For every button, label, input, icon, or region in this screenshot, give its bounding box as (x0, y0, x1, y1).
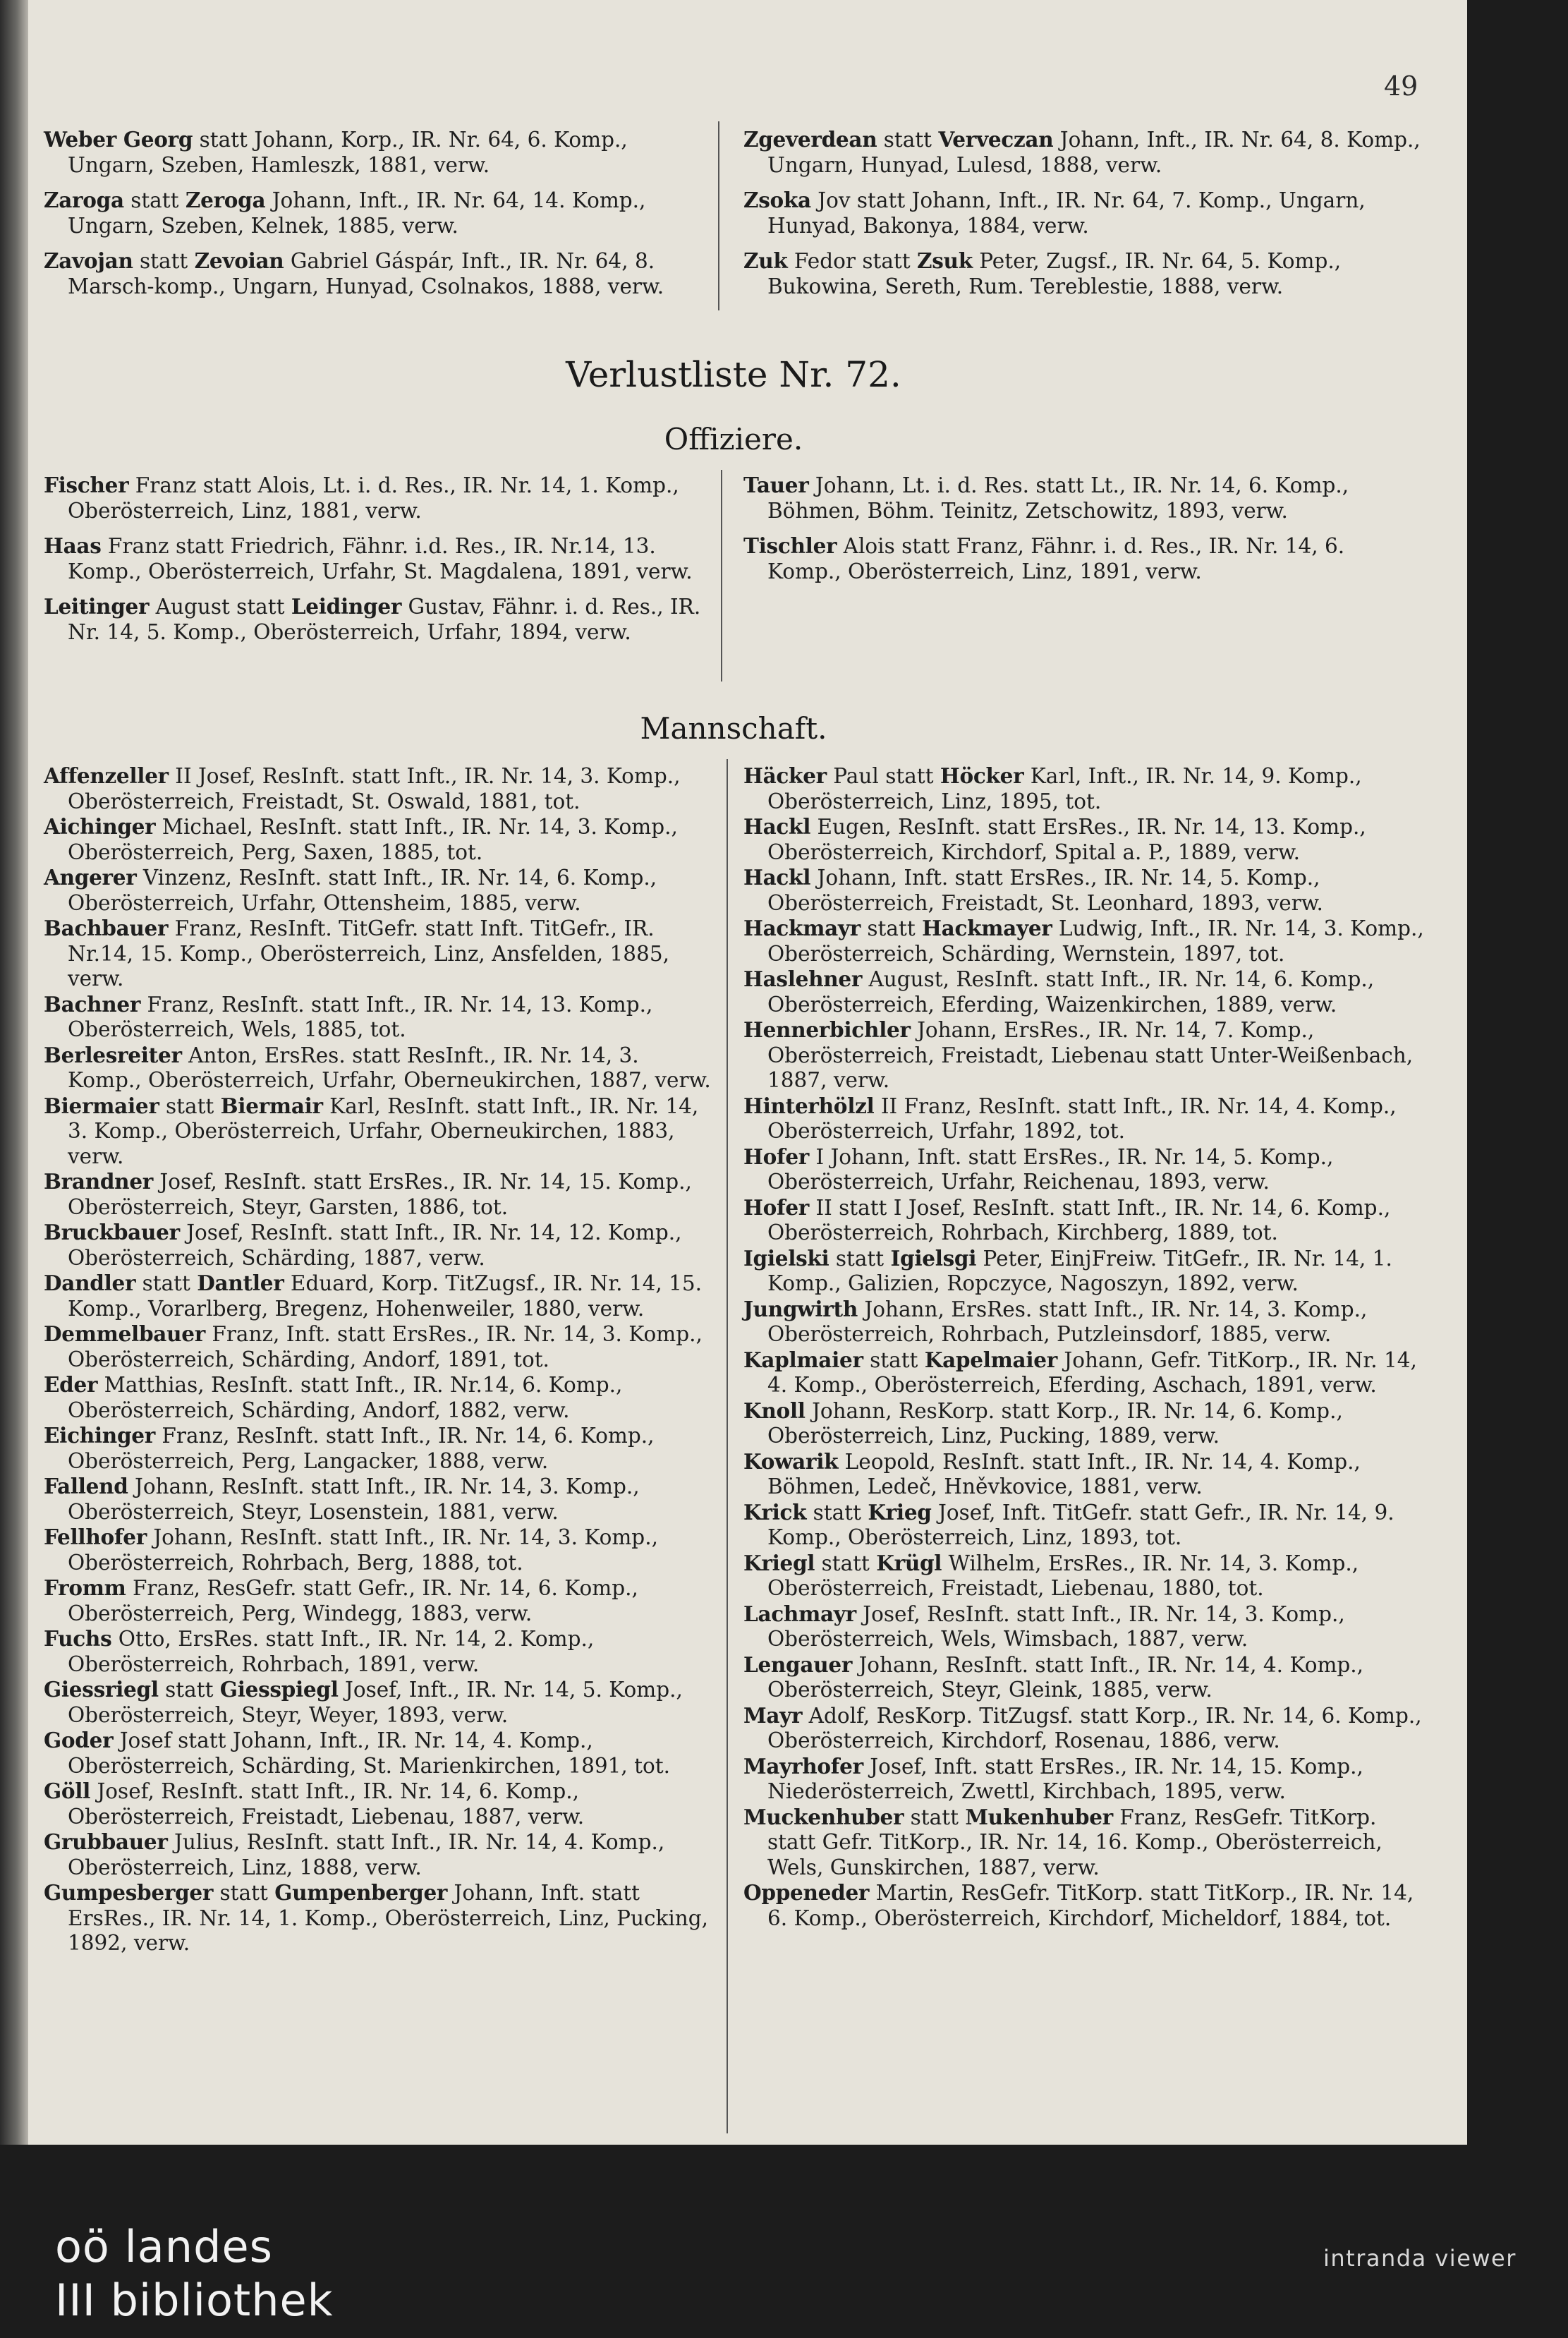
entry-text: Josef statt Johann, Inft., IR. Nr. 14, 4. Komp., Oberösterreich, Schärding, St. Marienkirchen, 1891, tot. (68, 1728, 671, 1778)
officers-right-column (743, 473, 1421, 584)
library-logo-line1: oö landes (55, 2221, 273, 2272)
entry-text: Wilhelm, ErsRes., IR. Nr. 14, 3. Komp., Oberösterreich, Freistadt, Liebenau, 1880, tot. (767, 1551, 1359, 1600)
entry-name: Knoll (743, 1398, 806, 1423)
entry-name: Hackl (743, 865, 811, 890)
entry-text: Franz, ResInft. statt Inft., IR. Nr. 14, 6. Komp., Oberösterreich, Perg, Langacker, 1888, verw. (68, 1424, 655, 1473)
list-entry (44, 1423, 714, 1474)
entry-name: Leidinger (291, 594, 402, 619)
entry-text: statt (877, 128, 939, 152)
entry-name: Fromm (44, 1575, 126, 1600)
list-entry (44, 814, 714, 865)
list-entry (743, 1246, 1428, 1297)
entry-name: Igielsgi (890, 1245, 977, 1271)
entry-text: Franz statt Friedrich, Fähnr. i.d. Res., IR. Nr.14, 13. Komp., Oberösterreich, Urfahr, St. Magdalena, 1891, verw. (68, 534, 693, 583)
entry-name: Jungwirth (743, 1296, 858, 1321)
entry-name: Eichinger (44, 1423, 155, 1448)
list-entry (743, 1754, 1428, 1805)
entry-name: Hinterhölzl (743, 1093, 875, 1118)
entry-text: Johann, Inft., IR. Nr. 64, 14. Komp., Ungarn, Szeben, Kelnek, 1885, verw. (68, 188, 646, 238)
entry-text: Alois statt Franz, Fähnr. i. d. Res., IR. Nr. 14, 6. Komp., Oberösterreich, Linz, 1891, verw. (767, 534, 1345, 583)
entry-text: Franz, ResInft. statt Inft., IR. Nr. 14, 13. Komp., Oberösterreich, Wels, 1885, tot. (68, 992, 653, 1041)
column-divider (721, 470, 722, 682)
top-left-column (44, 127, 714, 299)
entry-name: Igielski (743, 1245, 829, 1271)
entry-text: statt (213, 1881, 275, 1905)
viewer-footer (0, 2145, 1568, 2338)
entry-name: Leitinger (44, 594, 150, 619)
entry-name: Dantler (197, 1271, 284, 1295)
entry-text: Karl, ResInft. statt Inft., IR. Nr. 14, 3. Komp., Oberösterreich, Urfahr, Oberneukirchen, 1883, verw. (68, 1094, 699, 1168)
list-entry (743, 127, 1421, 178)
entry-text: statt (806, 1500, 868, 1525)
entry-text: statt (829, 1246, 891, 1271)
entry-name: Bachner (44, 991, 141, 1017)
entry-name: Fallend (44, 1474, 128, 1498)
list-entry (44, 1626, 714, 1677)
entry-text: Franz, ResGefr. statt Gefr., IR. Nr. 14, 6. Komp., Oberösterreich, Perg, Windegg, 1883, verw. (68, 1576, 638, 1625)
entry-text: II Josef, ResInft. statt Inft., IR. Nr. 14, 3. Komp., Oberösterreich, Freistadt, St. Oswald, 1881, tot. (68, 764, 681, 813)
entry-text: Fedor statt (787, 249, 918, 273)
list-entry (743, 1703, 1428, 1754)
entry-text: Gabriel Gáspár, Inft., IR. Nr. 64, 8. Marsch-komp., Ungarn, Hunyad, Csolnakos, 1888, verw. (68, 249, 664, 298)
list-entry (743, 1449, 1428, 1500)
entry-text: Peter, Zugsf., IR. Nr. 64, 5. Komp., Bukowina, Sereth, Rum. Tereblestie, 1888, verw. (767, 249, 1342, 298)
entry-name: Mayr (743, 1702, 803, 1728)
entry-text: statt (861, 916, 923, 940)
entry-text: Johann, Gefr. TitKorp., IR. Nr. 14, 4. Komp., Oberösterreich, Eferding, Aschach, 1891, verw. (767, 1347, 1417, 1397)
entry-name: Kaplmaier (743, 1347, 863, 1372)
entry-text: Josef, ResInft. statt Inft., IR. Nr. 14, 12. Komp., Oberösterreich, Schärding, 1887, verw. (68, 1221, 682, 1270)
entry-name: Hackmayer (922, 916, 1052, 940)
entry-name: Haas (44, 533, 102, 558)
entry-text: Johann, Lt. i. d. Res. statt Lt., IR. Nr. 14, 6. Komp., Böhmen, Böhm. Teinitz, Zetschowitz, 1893, verw. (767, 473, 1349, 523)
list-entry (743, 916, 1428, 967)
list-entry (743, 1144, 1428, 1195)
list-entry (743, 188, 1421, 238)
list-entry (44, 1043, 714, 1094)
list-entry (743, 1880, 1428, 1931)
entry-name: Zavojan (44, 248, 133, 273)
entry-text: Josef, Inft., IR. Nr. 14, 5. Komp., Oberösterreich, Steyr, Weyer, 1893, verw. (68, 1678, 683, 1727)
entry-text: Leopold, ResInft. statt Inft., IR. Nr. 14, 4. Komp., Böhmen, Ledeč, Hněvkovice, 1881, verw. (767, 1449, 1361, 1498)
entry-text: statt (158, 1678, 220, 1702)
list-entry (44, 865, 714, 916)
list-entry (44, 1220, 714, 1271)
entry-name: Kapelmaier (924, 1347, 1057, 1372)
list-entry (743, 1398, 1428, 1449)
entry-name: Krieg (868, 1499, 932, 1525)
list-entry (743, 1347, 1428, 1398)
list-entry (743, 967, 1428, 1017)
entry-text: Johann, ResInft. statt Inft., IR. Nr. 14, 3. Komp., Oberösterreich, Steyr, Losenstein, 1881, verw. (68, 1474, 640, 1524)
list-entry (44, 992, 714, 1043)
viewer-label: intranda viewer (1323, 2245, 1517, 2272)
entry-text: Michael, ResInft. statt Inft., IR. Nr. 14, 3. Komp., Oberösterreich, Perg, Saxen, 1885, tot. (68, 815, 678, 864)
entry-text: Franz statt Alois, Lt. i. d. Res., IR. Nr. 14, 1. Komp., Oberösterreich, Linz, 1881, verw. (68, 473, 679, 523)
entry-text: August, ResInft. statt Inft., IR. Nr. 14, 6. Komp., Oberösterreich, Eferding, Waizenkirchen, 1889, verw. (767, 967, 1375, 1017)
entry-name: Höcker (940, 763, 1024, 788)
entry-name: Zuk (743, 248, 788, 273)
entry-text: Eugen, ResInft. statt ErsRes., IR. Nr. 14, 13. Komp., Oberösterreich, Kirchdorf, Spital a. P., 1889, verw. (767, 815, 1366, 864)
entry-name: Kriegl (743, 1550, 815, 1575)
officers-heading: Offiziere. (664, 422, 803, 456)
entry-name: Hofer (743, 1194, 810, 1220)
entry-name: Häcker (743, 763, 827, 788)
entry-text: Martin, ResGefr. TitKorp. statt TitKorp., IR. Nr. 14, 6. Komp., Oberösterreich, Kirchdorf, Micheldorf, 1884, tot. (767, 1881, 1414, 1930)
library-logo-line2: III bibliothek (55, 2275, 334, 2326)
entry-name: Angerer (44, 865, 137, 890)
list-entry (743, 814, 1428, 865)
list-entry (743, 1805, 1428, 1881)
list-entry (743, 248, 1421, 299)
crew-right-column (743, 763, 1428, 1931)
entry-name: Bachbauer (44, 916, 169, 940)
entry-text: Matthias, ResInft. statt Inft., IR. Nr.14, 6. Komp., Oberösterreich, Schärding, Andorf, 1882, verw. (68, 1373, 623, 1422)
entry-name: Krick (743, 1499, 807, 1525)
entry-text: Johann, Inft. statt ErsRes., IR. Nr. 14, 1. Komp., Oberösterreich, Linz, Pucking, 1892, verw. (68, 1881, 709, 1955)
entry-text: Eduard, Korp. TitZugsf., IR. Nr. 14, 15. Komp., Vorarlberg, Bregenz, Hohenweiler, 1880, verw. (68, 1271, 703, 1321)
list-entry (44, 533, 714, 584)
entry-text: Josef, Inft. TitGefr. statt Gefr., IR. Nr. 14, 9. Komp., Oberösterreich, Linz, 1893, tot. (767, 1500, 1394, 1549)
entry-name: Fuchs (44, 1626, 112, 1651)
column-divider (718, 121, 719, 310)
list-entry (743, 1017, 1428, 1094)
entry-name: Haslehner (743, 967, 863, 991)
entry-text: Franz, ResInft. TitGefr. statt Inft. TitGefr., IR. Nr.14, 15. Komp., Oberösterreich, Linz, Ansfelden, 1885, verw. (68, 916, 669, 991)
entry-text: Jov statt Johann, Inft., IR. Nr. 64, 7. Komp., Ungarn, Hunyad, Bakonya, 1884, verw. (767, 188, 1366, 238)
list-entry (743, 1601, 1428, 1652)
entry-name: Mukenhuber (965, 1804, 1113, 1829)
entry-name: Gumpesberger (44, 1880, 214, 1905)
crew-left-column (44, 763, 714, 1956)
entry-name: Lengauer (743, 1652, 853, 1677)
list-entry (743, 865, 1428, 916)
list-entry (743, 533, 1421, 584)
entry-text: Adolf, ResKorp. TitZugsf. statt Korp., IR. Nr. 14, 6. Komp., Oberösterreich, Kirchdorf, Rosenau, 1886, verw. (767, 1703, 1422, 1752)
entry-name: Tauer (743, 473, 809, 497)
list-entry (44, 1677, 714, 1728)
page-number: 49 (1384, 71, 1418, 102)
list-entry (44, 1575, 714, 1626)
entry-name: Fellhofer (44, 1525, 147, 1549)
entry-name: Zsoka (743, 188, 811, 212)
list-entry (44, 1094, 714, 1170)
entry-text: Johann, Inft. statt ErsRes., IR. Nr. 14, 5. Komp., Oberösterreich, Freistadt, St. Leonhard, 1893, verw. (767, 866, 1323, 915)
entry-text: Anton, ErsRes. statt ResInft., IR. Nr. 14, 3. Komp., Oberösterreich, Urfahr, Oberneukirchen, 1887, verw. (68, 1043, 711, 1092)
list-entry (743, 763, 1428, 814)
entry-text: statt Johann, Korp., IR. Nr. 64, 6. Komp., Ungarn, Szeben, Hamleszk, 1881, verw. (68, 128, 628, 177)
entry-text: Paul statt (826, 764, 940, 788)
entry-text: Peter, EinjFreiw. TitGefr., IR. Nr. 14, 1. Komp., Galizien, Ropczyce, Nagoszyn, 1892, verw. (767, 1246, 1392, 1295)
list-entry (743, 1297, 1428, 1347)
list-entry (44, 916, 714, 992)
entry-name: Hennerbichler (743, 1017, 911, 1042)
entry-text: Franz, Inft. statt ErsRes., IR. Nr. 14, 3. Komp., Oberösterreich, Schärding, Andorf, 1891, tot. (68, 1322, 703, 1371)
list-entry (44, 127, 714, 178)
list-entry (44, 1525, 714, 1575)
list-entry (743, 1094, 1428, 1144)
list-entry (44, 1829, 714, 1880)
entry-name: Zsuk (917, 248, 973, 273)
entry-text: Vinzenz, ResInft. statt Inft., IR. Nr. 14, 6. Komp., Oberösterreich, Urfahr, Ottensheim, 1885, verw. (68, 866, 657, 915)
entry-text: Josef, ResInft. statt Inft., IR. Nr. 14, 6. Komp., Oberösterreich, Freistadt, Liebenau, 1887, verw. (68, 1779, 585, 1829)
entry-text: Josef, Inft. statt ErsRes., IR. Nr. 14, 15. Komp., Niederösterreich, Zwettl, Kirchbach, 1895, verw. (767, 1754, 1363, 1803)
list-entry (44, 1779, 714, 1829)
list-entry (44, 1321, 714, 1372)
entry-name: Muckenhuber (743, 1804, 904, 1829)
entry-text: Johann, ResInft. statt Inft., IR. Nr. 14, 4. Komp., Oberösterreich, Steyr, Gleink, 1885, verw. (767, 1652, 1364, 1702)
entry-text: Ludwig, Inft., IR. Nr. 14, 3. Komp., Oberösterreich, Schärding, Wernstein, 1897, tot. (767, 916, 1424, 966)
top-right-column (743, 127, 1421, 299)
entry-name: Verveczan (938, 127, 1054, 152)
officers-left-column (44, 473, 714, 645)
entry-name: Lachmayr (743, 1601, 856, 1626)
crew-heading: Mannschaft. (640, 711, 827, 746)
entry-text: Johann, ErsRes. statt Inft., IR. Nr. 14, 3. Komp., Oberösterreich, Rohrbach, Putzleinsdorf, 1885, verw. (767, 1297, 1368, 1346)
entry-name: Grubbauer (44, 1829, 168, 1854)
list-entry (44, 248, 714, 299)
entry-name: Zevoian (194, 248, 284, 273)
entry-text: statt (863, 1347, 925, 1372)
entry-name: Zaroga (44, 188, 124, 212)
list-entry (44, 1880, 714, 1956)
entry-text: Johann, ResKorp. statt Korp., IR. Nr. 14, 6. Komp., Oberösterreich, Linz, Pucking, 1889, verw. (767, 1398, 1343, 1448)
entry-name: Fischer (44, 473, 129, 497)
entry-name: Krügl (876, 1550, 942, 1575)
entry-name: Gumpenberger (274, 1880, 448, 1905)
entry-text: statt (123, 188, 186, 212)
list-entry (743, 1652, 1428, 1703)
entry-name: Zeroga (185, 188, 266, 212)
entry-name: Hofer (743, 1144, 810, 1169)
entry-text: Otto, ErsRes. statt Inft., IR. Nr. 14, 2. Komp., Oberösterreich, Rohrbach, 1891, verw. (68, 1627, 595, 1676)
list-entry (44, 1271, 714, 1321)
entry-name: Weber Georg (44, 127, 193, 152)
entry-name: Giessriegl (44, 1677, 159, 1702)
book-spine (0, 0, 28, 2145)
entry-name: Giesspiegl (219, 1677, 339, 1702)
list-entry (44, 1169, 714, 1220)
list-entry (44, 1474, 714, 1525)
list-entry (44, 473, 714, 523)
entry-text: statt (159, 1094, 221, 1118)
entry-name: Bruckbauer (44, 1220, 180, 1244)
entry-name: Goder (44, 1728, 114, 1752)
list-entry (743, 1195, 1428, 1246)
list-title: Verlustliste Nr. 72. (566, 354, 901, 395)
entry-text: August statt (149, 595, 291, 619)
list-entry (44, 188, 714, 238)
entry-text: II statt I Josef, ResInft. statt Inft., IR. Nr. 14, 6. Komp., Oberösterreich, Rohrbach, Kirchberg, 1889, tot. (767, 1195, 1391, 1244)
entry-name: Oppeneder (743, 1880, 870, 1905)
entry-text: statt (135, 1271, 197, 1295)
entry-text: Gustav, Fähnr. i. d. Res., IR. Nr. 14, 5. Komp., Oberösterreich, Urfahr, 1894, verw. (68, 595, 701, 644)
entry-name: Tischler (743, 533, 837, 558)
entry-name: Mayrhofer (743, 1753, 863, 1779)
entry-text: Josef, ResInft. statt Inft., IR. Nr. 14, 3. Komp., Oberösterreich, Wels, Wimsbach, 1887, verw. (767, 1601, 1345, 1651)
entry-text: II Franz, ResInft. statt Inft., IR. Nr. 14, 4. Komp., Oberösterreich, Urfahr, 1892, tot. (767, 1094, 1397, 1143)
entry-name: Affenzeller (44, 763, 169, 788)
entry-name: Brandner (44, 1169, 154, 1194)
entry-name: Zgeverdean (743, 127, 877, 152)
entry-text: Johann, Inft., IR. Nr. 64, 8. Komp., Ungarn, Hunyad, Lulesd, 1888, verw. (767, 128, 1421, 177)
entry-name: Dandler (44, 1271, 136, 1295)
entry-text: I Johann, Inft. statt ErsRes., IR. Nr. 14, 5. Komp., Oberösterreich, Urfahr, Reichenau, 1893, verw. (767, 1144, 1334, 1194)
list-entry (44, 1372, 714, 1423)
list-entry (743, 1551, 1428, 1601)
list-entry (743, 1500, 1428, 1551)
list-entry (44, 594, 714, 645)
entry-text: Johann, ErsRes., IR. Nr. 14, 7. Komp., Oberösterreich, Freistadt, Liebenau statt Unter-Weißenbach, 1887, verw. (767, 1018, 1414, 1092)
entry-name: Göll (44, 1779, 91, 1803)
entry-text: statt (133, 249, 195, 273)
entry-name: Berlesreiter (44, 1042, 182, 1067)
list-entry (44, 763, 714, 814)
entry-text: Julius, ResInft. statt Inft., IR. Nr. 14, 4. Komp., Oberösterreich, Linz, 1888, verw. (68, 1830, 665, 1879)
entry-name: Eder (44, 1372, 98, 1397)
entry-text: statt (815, 1551, 877, 1575)
list-entry (743, 473, 1421, 523)
entry-text: Josef, ResInft. statt ErsRes., IR. Nr. 14, 15. Komp., Oberösterreich, Steyr, Garsten, 1886, tot. (68, 1170, 692, 1219)
entry-text: Franz, ResGefr. TitKorp. statt Gefr. TitKorp., IR. Nr. 14, 16. Komp., Oberösterreich, Wels, Gunskirchen, 1887, verw. (767, 1805, 1382, 1879)
entry-name: Kowarik (743, 1448, 839, 1474)
entry-name: Hackmayr (743, 916, 861, 940)
entry-text: Johann, ResInft. statt Inft., IR. Nr. 14, 3. Komp., Oberösterreich, Rohrbach, Berg, 1888, tot. (68, 1525, 658, 1575)
entry-name: Biermaier (44, 1093, 159, 1118)
entry-name: Aichinger (44, 814, 156, 839)
entry-name: Biermair (220, 1093, 323, 1118)
entry-text: Karl, Inft., IR. Nr. 14, 9. Komp., Oberösterreich, Linz, 1895, tot. (767, 764, 1362, 813)
entry-name: Hackl (743, 814, 811, 839)
entry-name: Demmelbauer (44, 1321, 205, 1346)
entry-text: statt (904, 1805, 966, 1829)
list-entry (44, 1728, 714, 1779)
column-divider (727, 759, 728, 2133)
